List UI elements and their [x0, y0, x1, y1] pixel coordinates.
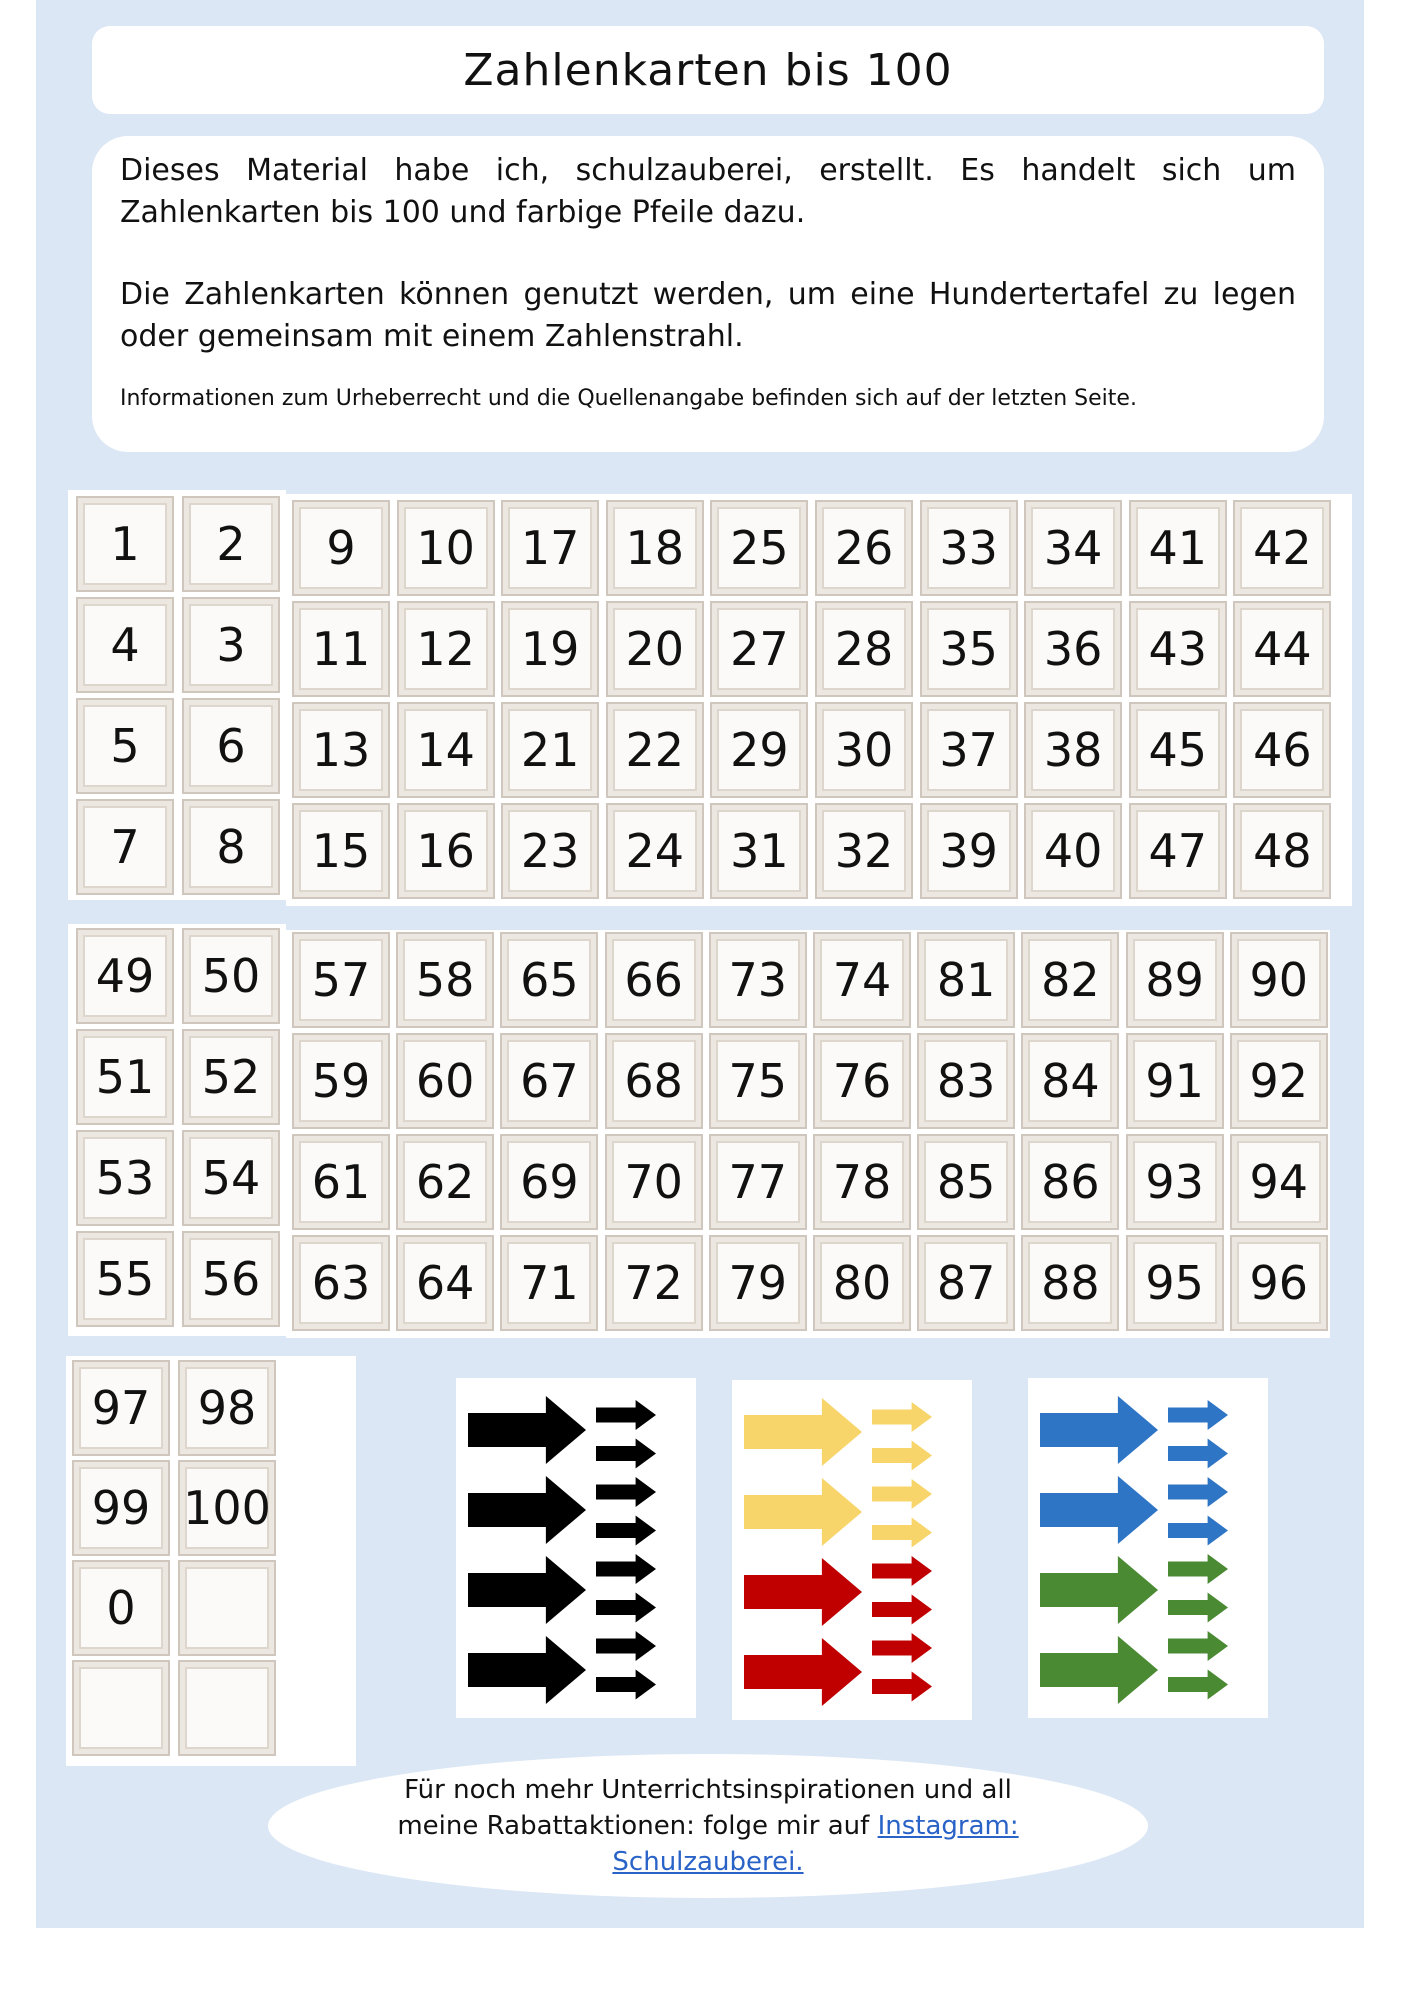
- card-number: 89: [1145, 953, 1204, 1007]
- small-arrow: [1168, 1593, 1228, 1623]
- card-number: 44: [1253, 622, 1312, 676]
- card-number: 93: [1145, 1155, 1204, 1209]
- number-card: [76, 496, 174, 592]
- instagram-link-part-1[interactable]: Instagram:: [877, 1811, 1019, 1841]
- blank-number-card: [178, 1560, 276, 1656]
- number-card: [1126, 1134, 1224, 1230]
- card-number: 35: [939, 622, 998, 676]
- small-arrow: [872, 1556, 932, 1586]
- card-number: 63: [311, 1256, 371, 1310]
- big-arrow: [744, 1558, 862, 1626]
- blank-number-card: [178, 1660, 276, 1756]
- card-number: 81: [936, 953, 996, 1007]
- card-number: 73: [728, 953, 788, 1007]
- card-number: 39: [939, 824, 998, 878]
- number-card: [182, 1029, 280, 1125]
- card-number: 61: [311, 1155, 371, 1209]
- card-number: 36: [1043, 622, 1103, 676]
- number-card: [1129, 500, 1227, 596]
- card-number: 20: [625, 622, 685, 676]
- number-card: [292, 932, 390, 1028]
- small-arrow: [872, 1479, 932, 1509]
- card-number: 82: [1041, 953, 1100, 1007]
- number-card: [1021, 1134, 1119, 1230]
- number-card: [815, 702, 913, 798]
- number-card: [76, 597, 174, 693]
- number-card: [397, 803, 495, 899]
- number-card: [709, 1235, 807, 1331]
- number-card: [1230, 932, 1328, 1028]
- card-number: 60: [415, 1054, 475, 1108]
- card-number: 51: [95, 1050, 155, 1104]
- card-number: 67: [520, 1054, 579, 1108]
- card-number: 65: [520, 953, 579, 1007]
- card-number: 94: [1249, 1155, 1309, 1209]
- number-card: [1230, 1235, 1328, 1331]
- card-number: 24: [625, 824, 685, 878]
- number-card: [1129, 803, 1227, 899]
- number-card: [500, 932, 598, 1028]
- card-number: 54: [201, 1151, 261, 1205]
- number-card: [710, 702, 808, 798]
- number-card: [292, 601, 390, 697]
- number-card: [1024, 702, 1122, 798]
- big-arrow: [468, 1636, 586, 1704]
- number-card: [1021, 1033, 1119, 1129]
- intro-paragraph-1: Dieses Material habe ich, schulzauberei, erstellt. Es handelt sich um Zahlenkarten bis 100 und farbige Pfeile dazu.: [120, 153, 1296, 230]
- blank-number-card: [72, 1660, 170, 1756]
- card-number: 6: [216, 719, 246, 773]
- number-card: [182, 1130, 280, 1226]
- number-card: [76, 928, 174, 1024]
- yellow-red-arrows-graphic: [732, 1380, 972, 1720]
- card-number: 80: [832, 1256, 892, 1310]
- card-number: 5: [110, 719, 140, 773]
- number-card: [292, 803, 390, 899]
- card-number: 18: [625, 521, 685, 575]
- small-arrow: [596, 1516, 656, 1546]
- card-number: 13: [311, 723, 371, 777]
- number-card: [605, 1235, 703, 1331]
- card-number: 42: [1253, 521, 1312, 575]
- card-number: 70: [624, 1155, 683, 1209]
- card-number: 53: [95, 1151, 155, 1205]
- card-number: 62: [415, 1155, 475, 1209]
- card-number: 75: [728, 1054, 788, 1108]
- number-card: [1233, 601, 1331, 697]
- number-card: [72, 1460, 170, 1556]
- number-card: [815, 500, 913, 596]
- number-card: [397, 702, 495, 798]
- footer-line-2-text: meine Rabattaktionen: folge mir auf: [397, 1811, 878, 1841]
- card-number: 98: [197, 1381, 257, 1435]
- number-card: [605, 1134, 703, 1230]
- card-number: 43: [1148, 622, 1208, 676]
- number-card: [501, 803, 599, 899]
- number-card: [396, 1235, 494, 1331]
- number-card: [178, 1360, 276, 1456]
- card-number: 29: [730, 723, 789, 777]
- card-number: 78: [832, 1155, 892, 1209]
- number-card: [606, 500, 704, 596]
- card-number: 71: [520, 1256, 579, 1310]
- card-number: 31: [730, 824, 789, 878]
- card-number: 41: [1148, 521, 1208, 575]
- number-card: [178, 1460, 276, 1556]
- number-card: [292, 702, 390, 798]
- number-card: [500, 1033, 598, 1129]
- number-card: [182, 597, 280, 693]
- number-card: [813, 1033, 911, 1129]
- card-number: 84: [1041, 1054, 1100, 1108]
- big-arrow: [1040, 1476, 1158, 1544]
- number-card: [76, 1130, 174, 1226]
- number-card: [501, 601, 599, 697]
- card-number: 52: [201, 1050, 261, 1104]
- card-number: 3: [216, 618, 246, 672]
- number-card: [920, 803, 1018, 899]
- big-arrow: [1040, 1556, 1158, 1624]
- number-card: [709, 932, 807, 1028]
- card-number: 72: [624, 1256, 683, 1310]
- card-number: 96: [1249, 1256, 1309, 1310]
- card-number: 9: [326, 521, 356, 575]
- number-card: [710, 803, 808, 899]
- small-arrow: [596, 1477, 656, 1507]
- number-card: [500, 1134, 598, 1230]
- number-card: [709, 1033, 807, 1129]
- card-number: 28: [834, 622, 894, 676]
- number-card: [710, 500, 808, 596]
- small-arrow: [872, 1402, 932, 1432]
- card-number: 25: [730, 521, 789, 575]
- number-card: [76, 799, 174, 895]
- number-card: [605, 1033, 703, 1129]
- number-card: [500, 1235, 598, 1331]
- number-card: [182, 1231, 280, 1327]
- card-number: 68: [624, 1054, 683, 1108]
- number-card: [501, 500, 599, 596]
- card-number: 85: [936, 1155, 996, 1209]
- number-card: [1233, 803, 1331, 899]
- small-arrow: [1168, 1477, 1228, 1507]
- card-number: 83: [936, 1054, 996, 1108]
- number-card: [1126, 932, 1224, 1028]
- small-arrow: [872, 1595, 932, 1625]
- small-arrow: [596, 1593, 656, 1623]
- small-arrow: [1168, 1516, 1228, 1546]
- card-number: 8: [216, 820, 246, 874]
- number-card: [1230, 1033, 1328, 1129]
- card-number: 91: [1145, 1054, 1204, 1108]
- small-arrow: [1168, 1631, 1228, 1661]
- card-number: 50: [201, 949, 261, 1003]
- card-number: 21: [520, 723, 580, 777]
- card-number: 59: [311, 1054, 371, 1108]
- card-number: 23: [520, 824, 580, 878]
- card-number: 86: [1041, 1155, 1100, 1209]
- card-number: 95: [1145, 1256, 1204, 1310]
- big-arrow: [744, 1478, 862, 1546]
- blue-green-arrow-sheet: [1028, 1378, 1268, 1718]
- big-arrow: [468, 1396, 586, 1464]
- black-arrows-graphic: [456, 1378, 696, 1718]
- card-number: 33: [939, 521, 998, 575]
- number-card: [76, 1029, 174, 1125]
- number-card: [1230, 1134, 1328, 1230]
- card-number: 55: [95, 1252, 155, 1306]
- small-arrow: [596, 1670, 656, 1700]
- card-number: 26: [834, 521, 894, 575]
- card-number: 34: [1043, 521, 1103, 575]
- small-arrow: [596, 1439, 656, 1469]
- card-number: 32: [834, 824, 894, 878]
- instagram-link-part-2[interactable]: Schulzauberei.: [612, 1847, 804, 1877]
- number-card: [1021, 1235, 1119, 1331]
- card-number: 48: [1253, 824, 1312, 878]
- number-card: [813, 1235, 911, 1331]
- copyright-note: Informationen zum Urheberrecht und die Quellenangabe befinden sich auf der letzten Seite.: [120, 386, 1137, 411]
- number-card: [917, 932, 1015, 1028]
- card-number: 10: [416, 521, 475, 575]
- number-card: [396, 1033, 494, 1129]
- card-number: 66: [624, 953, 683, 1007]
- number-card: [813, 932, 911, 1028]
- number-card: [813, 1134, 911, 1230]
- footer-line-1: Für noch mehr Unterrichtsinspirationen und all: [404, 1775, 1012, 1805]
- small-arrow: [1168, 1400, 1228, 1430]
- number-card: [1024, 601, 1122, 697]
- number-card: [815, 601, 913, 697]
- card-number: 46: [1253, 723, 1312, 777]
- number-card: [606, 803, 704, 899]
- card-number: 22: [625, 723, 685, 777]
- card-number: 49: [95, 949, 155, 1003]
- card-number: 100: [183, 1481, 271, 1535]
- small-arrow: [1168, 1439, 1228, 1469]
- card-number: 45: [1148, 723, 1208, 777]
- card-number: 88: [1041, 1256, 1100, 1310]
- number-card: [920, 702, 1018, 798]
- number-card: [1129, 601, 1227, 697]
- footer-line-3: [612, 1844, 803, 1880]
- page-title: [92, 26, 1324, 114]
- number-card: [1024, 803, 1122, 899]
- card-number: 57: [311, 953, 371, 1007]
- number-card: [917, 1033, 1015, 1129]
- card-number: 74: [832, 953, 892, 1007]
- number-card: [1021, 932, 1119, 1028]
- number-card: [1129, 702, 1227, 798]
- number-card: [397, 500, 495, 596]
- card-number: 17: [520, 521, 580, 575]
- number-card: [1233, 702, 1331, 798]
- card-number: 14: [416, 723, 475, 777]
- card-number: 16: [416, 824, 475, 878]
- number-card: [606, 601, 704, 697]
- number-card: [397, 601, 495, 697]
- small-arrow: [872, 1441, 932, 1471]
- number-card: [920, 500, 1018, 596]
- number-card: [182, 928, 280, 1024]
- card-number: 7: [110, 820, 140, 874]
- big-arrow: [1040, 1636, 1158, 1704]
- number-card: [182, 496, 280, 592]
- footer-instagram-note: [268, 1754, 1148, 1898]
- number-card: [920, 601, 1018, 697]
- number-card: [292, 1235, 390, 1331]
- number-card: [1126, 1033, 1224, 1129]
- card-number: 19: [520, 622, 580, 676]
- number-card: [917, 1235, 1015, 1331]
- card-number: 27: [730, 622, 789, 676]
- title-text: Zahlenkarten bis 100: [463, 44, 953, 96]
- card-number: 37: [939, 723, 998, 777]
- number-card: [1233, 500, 1331, 596]
- big-arrow: [468, 1556, 586, 1624]
- card-number: 56: [201, 1252, 261, 1306]
- yellow-red-arrow-sheet: [732, 1380, 972, 1720]
- card-number: 58: [415, 953, 475, 1007]
- small-arrow: [1168, 1670, 1228, 1700]
- number-card: [917, 1134, 1015, 1230]
- number-card: [72, 1360, 170, 1456]
- footer-line-2: [397, 1808, 1018, 1844]
- number-card: [182, 799, 280, 895]
- small-arrow: [596, 1554, 656, 1584]
- big-arrow: [744, 1638, 862, 1706]
- number-card: [1126, 1235, 1224, 1331]
- card-number: 64: [415, 1256, 475, 1310]
- number-card: [76, 698, 174, 794]
- card-number: 97: [91, 1381, 151, 1435]
- number-card: [292, 500, 390, 596]
- card-number: 79: [728, 1256, 788, 1310]
- small-arrow: [596, 1400, 656, 1430]
- number-card: [292, 1033, 390, 1129]
- intro-paragraph-2: Die Zahlenkarten können genutzt werden, um eine Hundertertafel zu legen oder gemeinsam mit einem Zahlenstrahl.: [120, 277, 1296, 354]
- card-number: 90: [1249, 953, 1309, 1007]
- blue-green-arrows-graphic: [1028, 1378, 1268, 1718]
- number-card: [815, 803, 913, 899]
- card-number: 38: [1043, 723, 1103, 777]
- number-card: [396, 1134, 494, 1230]
- big-arrow: [744, 1398, 862, 1466]
- number-card: [72, 1560, 170, 1656]
- small-arrow: [596, 1631, 656, 1661]
- card-number: 30: [834, 723, 894, 777]
- small-arrow: [1168, 1554, 1228, 1584]
- big-arrow: [1040, 1396, 1158, 1464]
- card-number: 2: [216, 517, 246, 571]
- card-number: 0: [106, 1581, 136, 1635]
- card-number: 47: [1148, 824, 1208, 878]
- number-card: [76, 1231, 174, 1327]
- card-number: 1: [110, 517, 140, 571]
- number-card: [710, 601, 808, 697]
- number-card: [182, 698, 280, 794]
- small-arrow: [872, 1633, 932, 1663]
- card-number: 99: [91, 1481, 151, 1535]
- number-card: [606, 702, 704, 798]
- card-number: 12: [416, 622, 475, 676]
- number-card: [501, 702, 599, 798]
- big-arrow: [468, 1476, 586, 1544]
- number-card: [709, 1134, 807, 1230]
- number-card: [292, 1134, 390, 1230]
- number-card: [605, 932, 703, 1028]
- card-number: 77: [728, 1155, 788, 1209]
- card-number: 4: [110, 618, 140, 672]
- card-number: 15: [311, 824, 371, 878]
- number-card: [396, 932, 494, 1028]
- card-number: 11: [311, 622, 371, 676]
- card-number: 87: [936, 1256, 996, 1310]
- card-number: 92: [1249, 1054, 1309, 1108]
- card-number: 40: [1043, 824, 1103, 878]
- black-arrow-sheet: [456, 1378, 696, 1718]
- card-number: 69: [520, 1155, 579, 1209]
- number-card: [1024, 500, 1122, 596]
- small-arrow: [872, 1672, 932, 1702]
- small-arrow: [872, 1518, 932, 1548]
- card-number: 76: [832, 1054, 892, 1108]
- intro-box: [92, 136, 1324, 452]
